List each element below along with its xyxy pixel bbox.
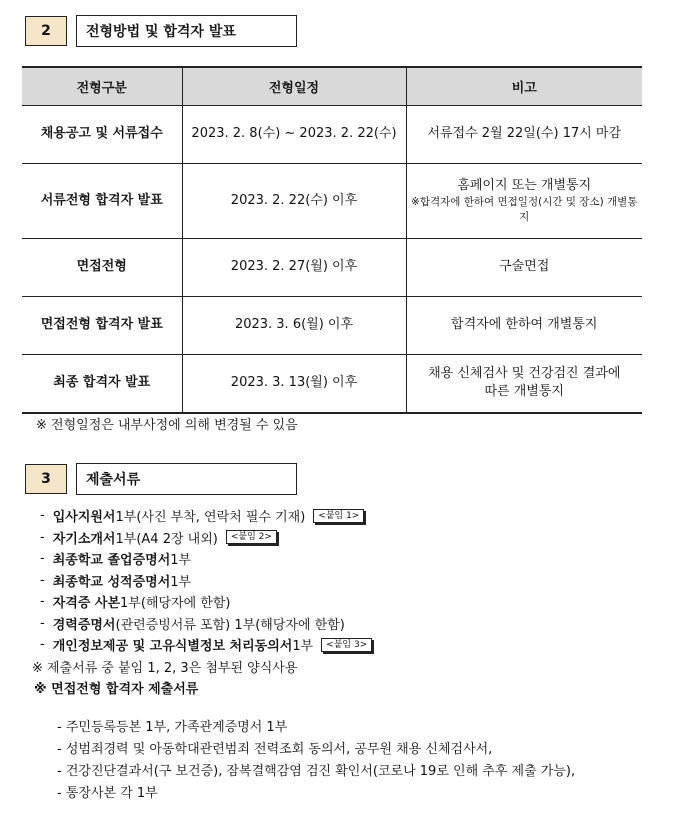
table-row <box>22 297 642 355</box>
schedule-cell: 2023. 2. 27(월) 이후 <box>182 239 406 297</box>
table-row <box>22 106 642 164</box>
section-title: 전형방법 및 합격자 발표 <box>76 15 297 47</box>
list-item: - 건강진단결과서(구 보건증), 잠복결핵감염 검진 확인서(코로나 19로 인해 추후 제출 가능), <box>57 763 576 779</box>
section-title: 제출서류 <box>76 463 297 495</box>
remark-cell: 구술면접 <box>406 239 642 297</box>
list-item <box>40 505 372 527</box>
section-number: 2 <box>25 16 67 46</box>
interview-docs-list <box>57 714 575 802</box>
document-name: 경력증명서 <box>52 617 116 633</box>
remark-note: ※합격자에 한하여 면접일정(시간 및 장소) 개별통지 <box>411 195 638 224</box>
category-cell: 면접전형 <box>22 239 182 297</box>
schedule-cell: 2023. 2. 22(수) 이후 <box>182 164 406 239</box>
document-name: 자격증 사본 <box>52 596 121 612</box>
section-number: 3 <box>25 464 67 494</box>
attachment-badge: <붙임 1> <box>313 509 364 523</box>
bullet: - <box>40 637 45 653</box>
category-cell: 채용공고 및 서류접수 <box>22 106 182 164</box>
schedule-cell: 2023. 3. 6(월) 이후 <box>182 297 406 355</box>
document-detail: (관련증빙서류 포함) 1부(해당자에 한함) <box>115 617 345 633</box>
bullet: - <box>40 529 45 545</box>
schedule-table <box>22 66 642 414</box>
schedule-note: ※ 전형일정은 내부사정에 의해 변경될 수 있음 <box>36 418 298 433</box>
bullet: - <box>40 551 45 567</box>
documents-list <box>32 505 372 699</box>
schedule-cell: 2023. 2. 8(수) ~ 2023. 2. 22(수) <box>182 106 406 164</box>
remark-cell: 합격자에 한하여 개별통지 <box>406 297 642 355</box>
category-cell: 최종 합격자 발표 <box>22 355 182 413</box>
interview-heading-text: ※ 면접전형 합격자 제출서류 <box>34 682 199 698</box>
document-detail: 1부 <box>170 574 192 590</box>
remark-text: 홈페이지 또는 개별통지 <box>457 177 592 193</box>
document-name: 자기소개서 <box>52 531 116 547</box>
list-item: - 성범죄경력 및 아동학대관련범죄 전력조회 동의서, 공무원 채용 신체검사서, <box>57 741 493 757</box>
table-header-row <box>22 67 642 106</box>
table-row <box>22 239 642 297</box>
column-header: 비고 <box>406 67 642 106</box>
remark-cell <box>406 164 642 239</box>
document-detail: 1부(사진 부착, 연락처 필수 기재) <box>115 510 306 526</box>
bullet: - <box>40 508 45 524</box>
remark-cell: 서류접수 2월 22일(수) 17시 마감 <box>406 106 642 164</box>
attachment-badge: <붙임 3> <box>321 638 372 652</box>
category-cell: 서류전형 합격자 발표 <box>22 164 182 239</box>
bullet: - <box>40 594 45 610</box>
list-item <box>40 570 372 592</box>
table-row <box>22 164 642 239</box>
category-cell: 면접전형 합격자 발표 <box>22 297 182 355</box>
section-2-header <box>25 16 297 47</box>
list-item: - 통장사본 각 1부 <box>57 785 158 801</box>
attach-note: ※ 제출서류 중 붙임 1, 2, 3은 첨부된 양식사용 <box>32 660 298 676</box>
bullet: - <box>40 615 45 631</box>
document-name: 최종학교 졸업증명서 <box>52 553 171 569</box>
schedule-cell: 2023. 3. 13(월) 이후 <box>182 355 406 413</box>
column-header: 전형일정 <box>182 67 406 106</box>
interview-heading <box>34 677 372 699</box>
list-item <box>40 527 372 549</box>
document-name: 개인정보제공 및 고유식별정보 처리동의서 <box>52 639 293 655</box>
document-detail: 1부 <box>292 639 314 655</box>
document-name: 최종학교 성적증명서 <box>52 574 171 590</box>
table-row <box>22 355 642 413</box>
document-detail: 1부(해당자에 한함) <box>120 596 231 612</box>
document-name: 입사지원서 <box>52 510 116 526</box>
attachment-badge: <붙임 2> <box>226 530 277 544</box>
list-item <box>40 591 372 613</box>
remark-cell: 채용 신체검사 및 건강검진 결과에 따른 개별통지 <box>406 355 642 413</box>
section-3-header <box>25 464 297 495</box>
list-item <box>40 548 372 570</box>
list-item <box>40 634 372 656</box>
bullet: - <box>40 572 45 588</box>
document-detail: 1부 <box>170 553 192 569</box>
list-item <box>40 613 372 635</box>
list-item: - 주민등록등본 1부, 가족관계증명서 1부 <box>57 719 288 735</box>
document-detail: 1부(A4 2장 내외) <box>115 531 218 547</box>
column-header: 전형구분 <box>22 67 182 106</box>
